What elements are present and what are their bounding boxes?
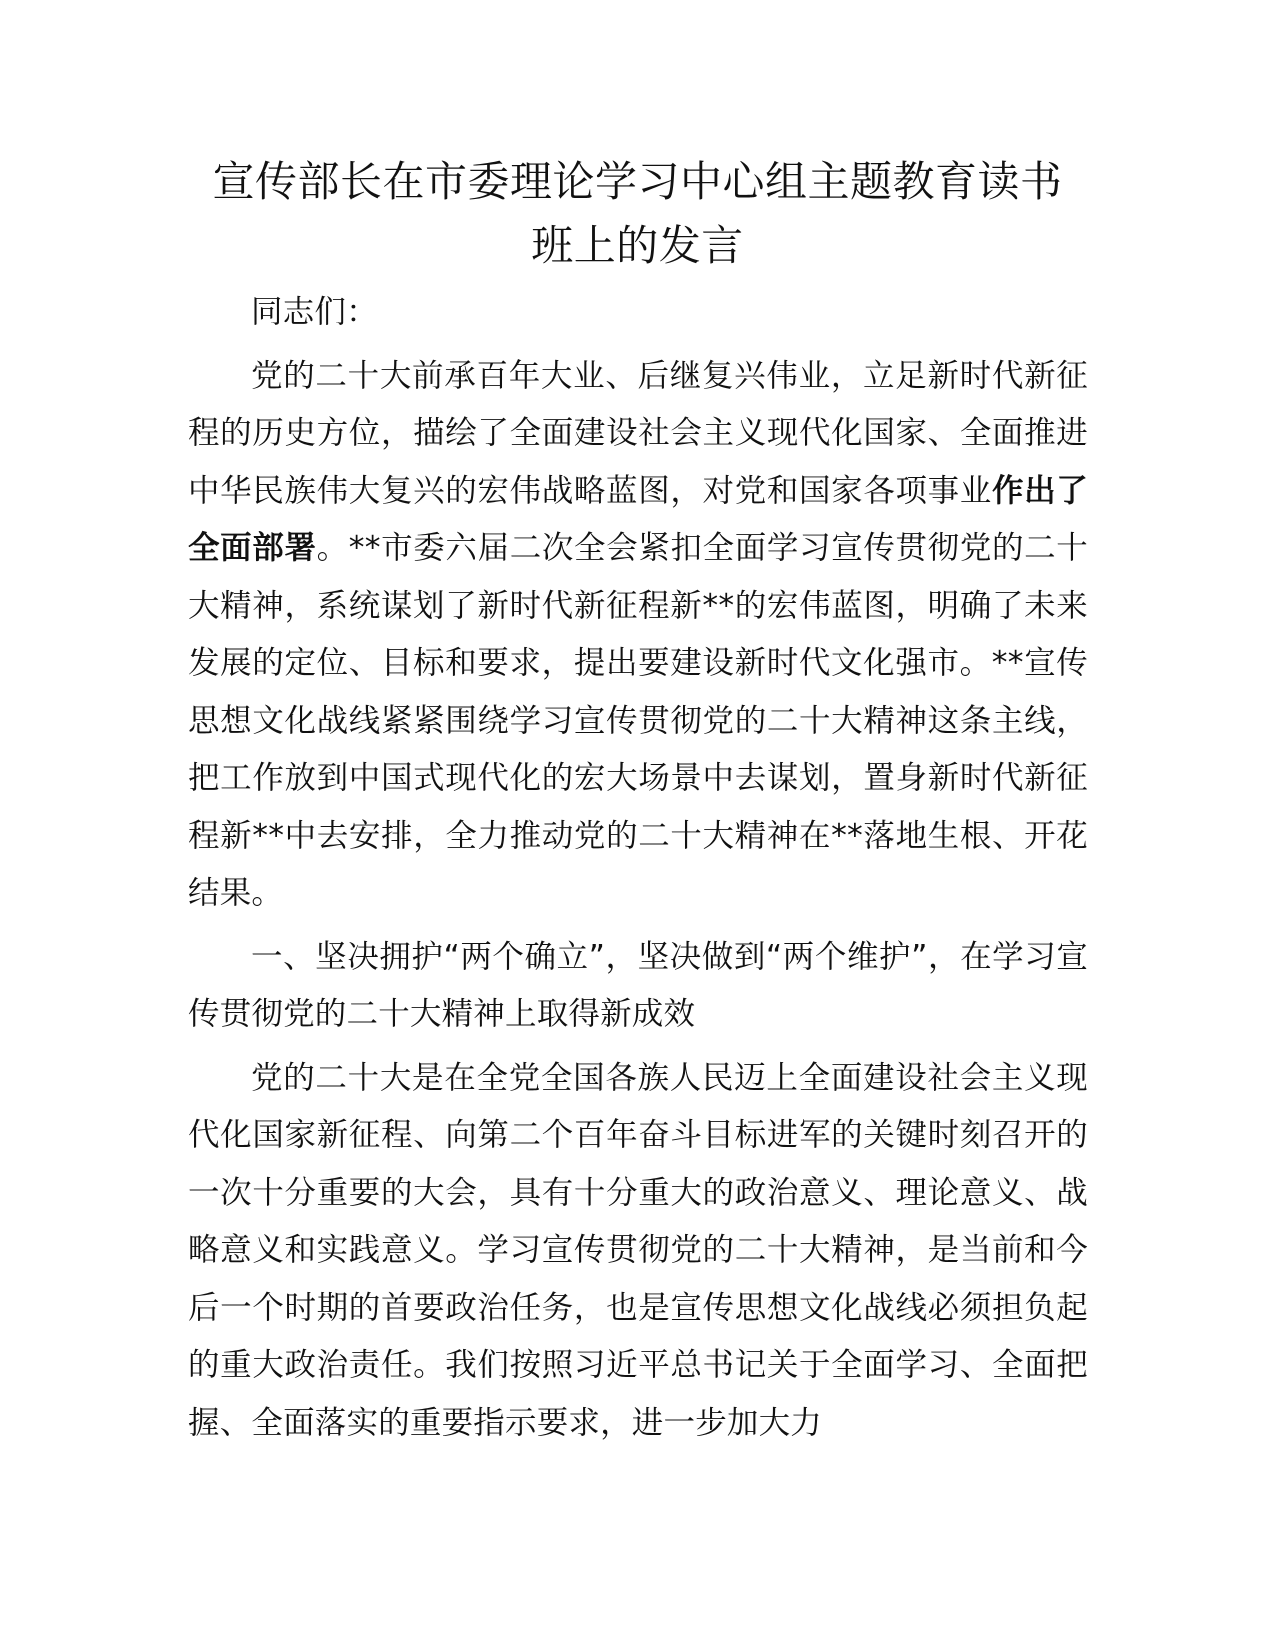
paragraph-intro-bold: 作出了全面部署 [188,472,1088,566]
document-title [150,150,1125,278]
salutation: 同志们： [251,294,378,330]
paragraph-section-1: 党的二十大是在全党全国各族人民迈上全面建设社会主义现代化国家新征程、向第二个百年奋斗目标进军的关键时刻召开的一次十分重要的大会，具有十分重大的政治意义、理论意义、战略意义和实践意义。学习宣传贯彻党的二十大精神，是当前和今后一个时期的首要政治任务，也是宣传思想文化战线必须担负起的重大政治责任。我们按照习近平总书记关于全面学习、全面把握、全面落实的重要指示要求，进一步加大力 [188,1059,1088,1441]
paragraph-intro-text-a: 党的二十大前承百年大业、后继复兴伟业，立足新时代新征程的历史方位，描绘了全面建设社会主义现代化国家、全面推进中华民族伟大复兴的宏伟战略蓝图，对党和国家各项事业 [188,357,1088,509]
document-body [188,284,1088,1458]
section-heading-1: 一、坚决拥护“两个确立”，坚决做到“两个维护”，在学习宣传贯彻党的二十大精神上取得新成效 [188,938,1088,1032]
title-line-1: 宣传部长在市委理论学习中心组主题教育读书 [212,157,1063,206]
title-line-2: 班上的发言 [531,221,744,270]
paragraph-intro-text-b: 。**市委六届二次全会紧扣全面学习宣传贯彻党的二十大精神，系统谋划了新时代新征程新**的宏伟蓝图，明确了未来发展的定位、目标和要求，提出要建设新时代文化强市。**宣传思想文化战线紧紧围绕学习宣传贯彻党的二十大精神这条主线，把工作放到中国式现代化的宏大场景中去谋划，置身新时代新征程新**中去安排，全力推动党的二十大精神在**落地生根、开花结果。 [188,530,1088,911]
paragraph-intro [188,348,1088,923]
